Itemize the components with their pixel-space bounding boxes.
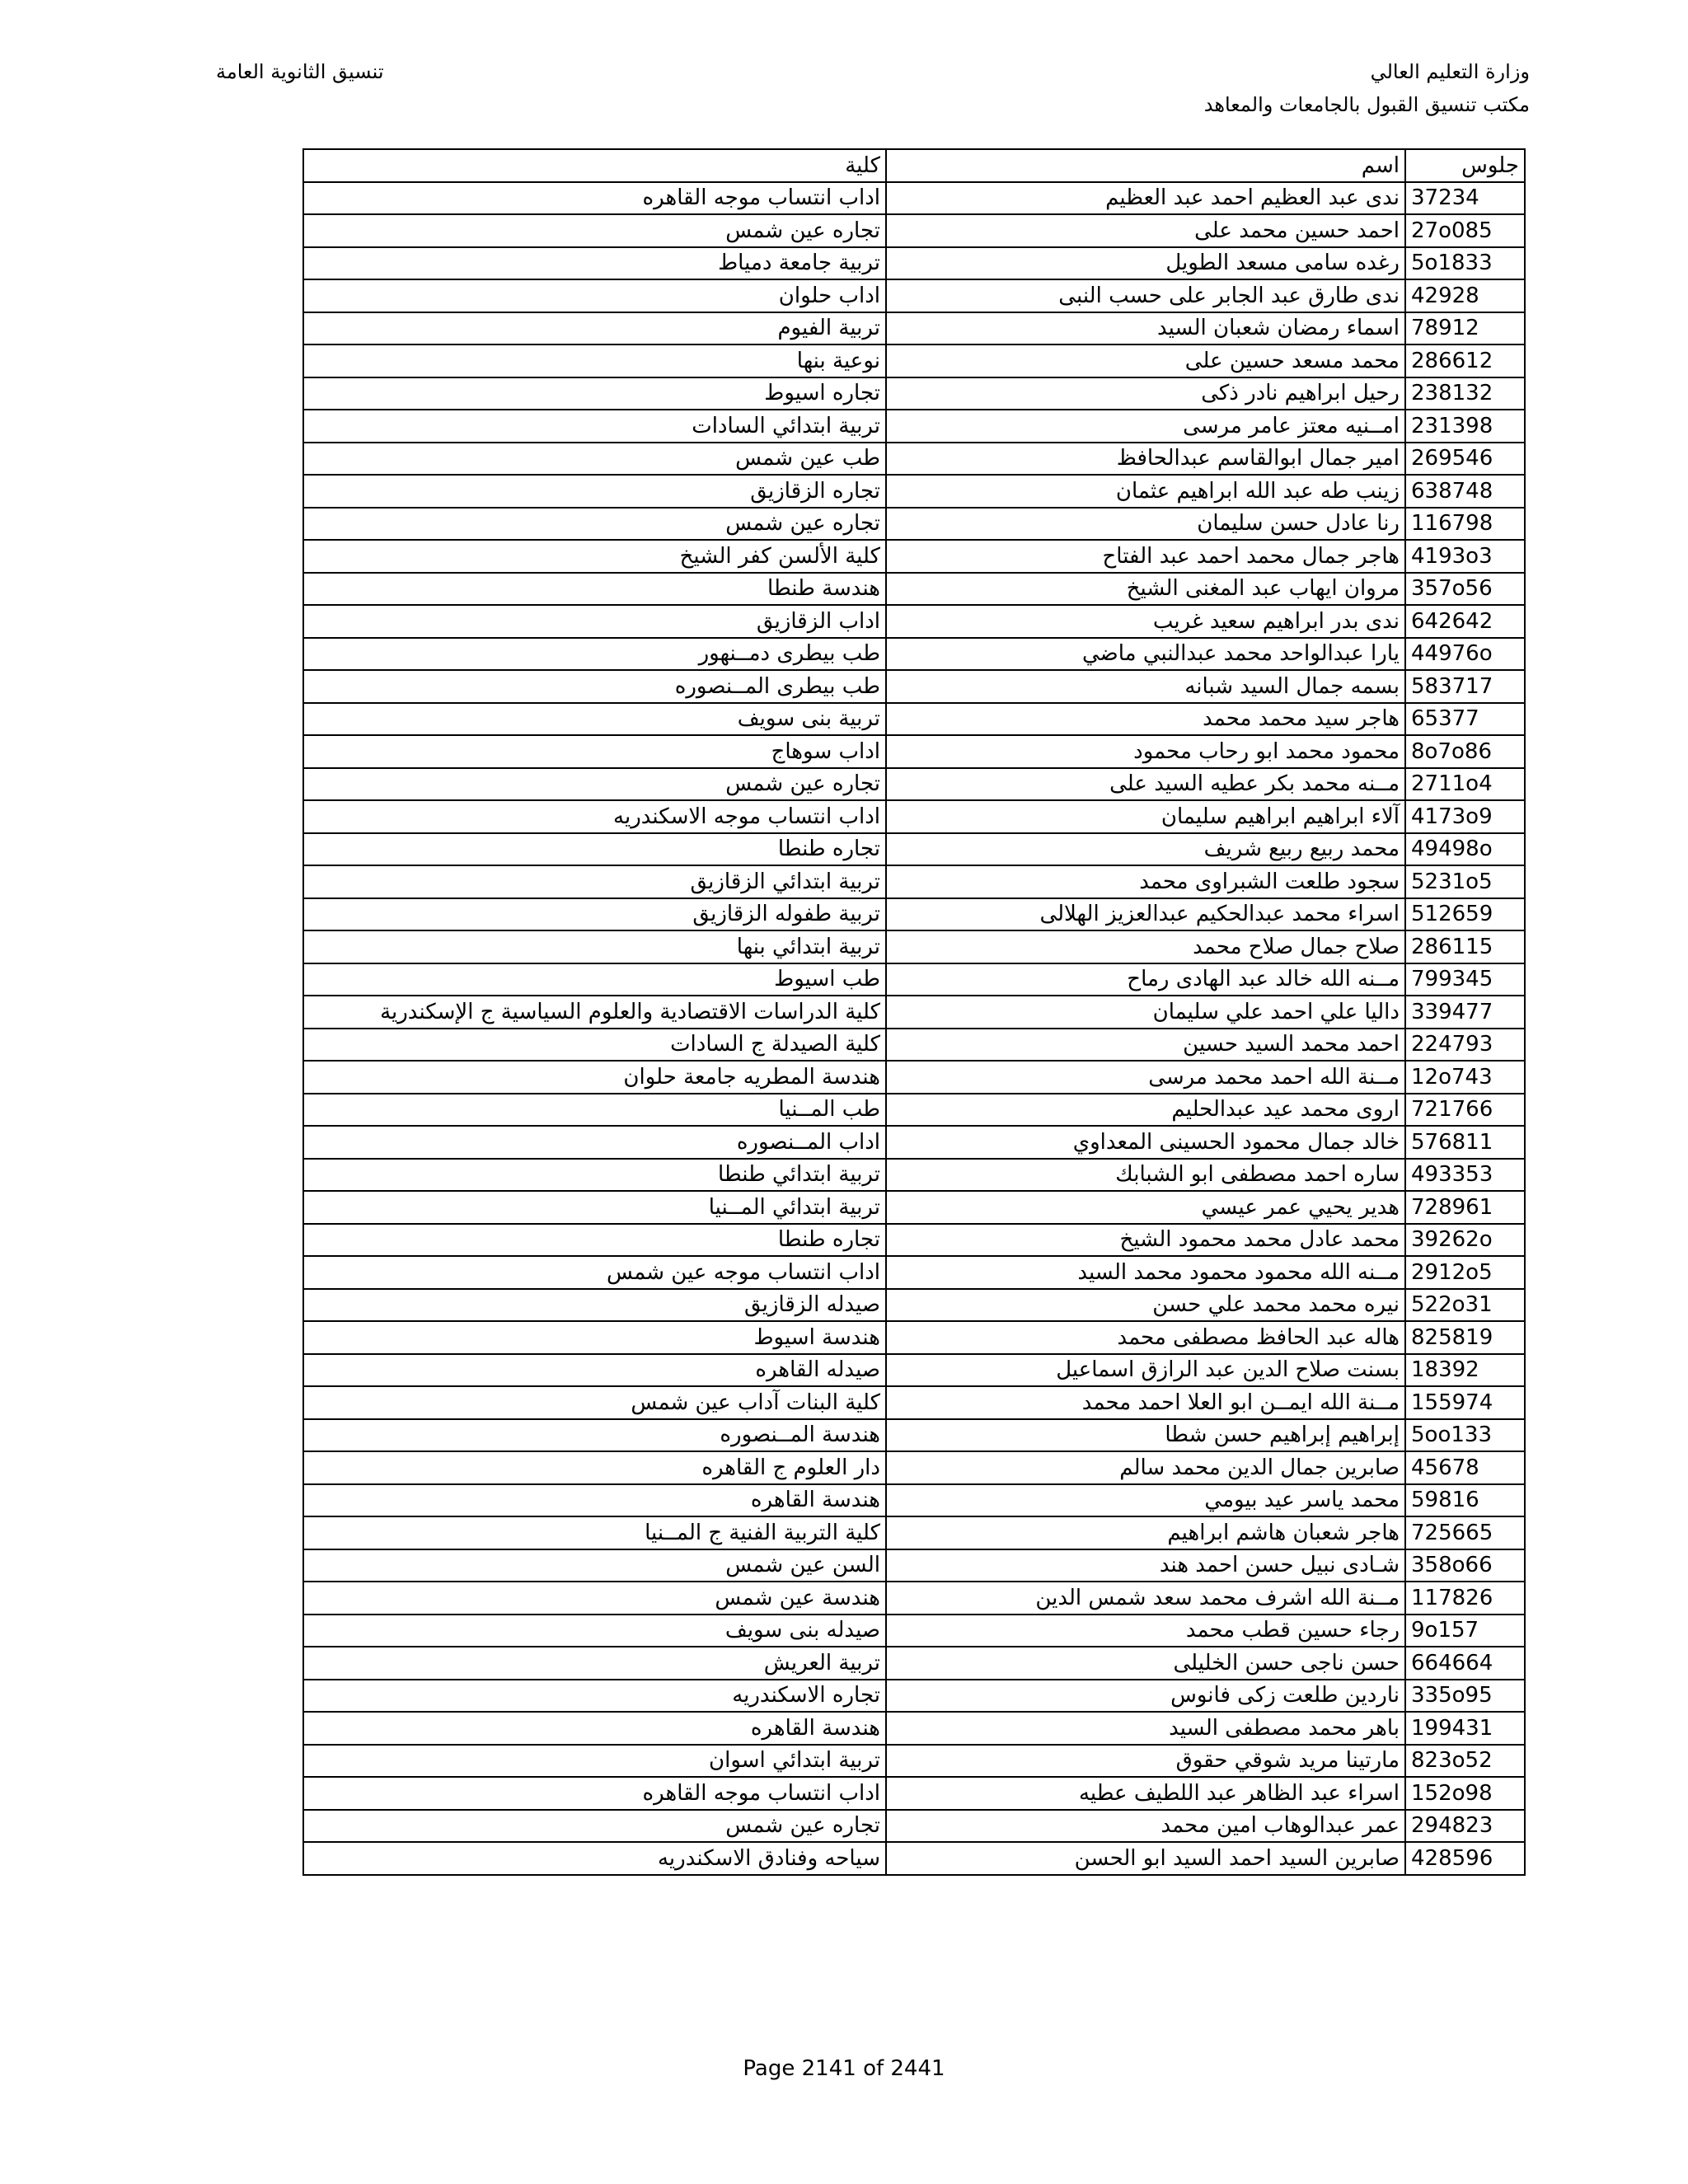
cell-name: امير جمال ابوالقاسم عبدالحافظ xyxy=(886,443,1405,476)
table-row xyxy=(303,670,1525,703)
cell-seat: 721766 xyxy=(1405,1094,1525,1127)
table-row xyxy=(303,1094,1525,1127)
cell-seat: 339477 xyxy=(1405,996,1525,1029)
table-row xyxy=(303,1451,1525,1484)
cell-college: هندسة القاهره xyxy=(303,1712,886,1745)
cell-name: مــنة الله ايمــن ابو العلا احمد محمد xyxy=(886,1386,1405,1419)
document-title: تنسيق الثانوية العامة xyxy=(216,60,384,83)
column-header-name: اسم xyxy=(886,149,1405,182)
cell-name: احمد حسين محمد على xyxy=(886,214,1405,247)
cell-college: صيدله بنى سويف xyxy=(303,1615,886,1647)
table-row xyxy=(303,1159,1525,1192)
cell-name: محمد ربيع ربيع شريف xyxy=(886,833,1405,866)
cell-name: رجاء حسين قطب محمد xyxy=(886,1615,1405,1647)
cell-name: مــنه الله محمود محمود محمد السيد xyxy=(886,1256,1405,1289)
cell-college: تربية بنى سويف xyxy=(303,703,886,736)
cell-seat: 9o157 xyxy=(1405,1615,1525,1647)
cell-college: تجاره عين شمس xyxy=(303,508,886,541)
cell-name: اسراء عبد الظاهر عبد اللطيف عطيه xyxy=(886,1777,1405,1810)
cell-seat: 725665 xyxy=(1405,1516,1525,1549)
cell-seat: 4173o9 xyxy=(1405,800,1525,833)
cell-name: حسن ناجى حسن الخليلى xyxy=(886,1647,1405,1680)
table-row xyxy=(303,1321,1525,1354)
cell-name: آلاء ابراهيم ابراهيم سليمان xyxy=(886,800,1405,833)
cell-name: رحيل ابراهيم نادر ذكى xyxy=(886,377,1405,410)
cell-college: طب بيطرى المــنصوره xyxy=(303,670,886,703)
cell-seat: 823o52 xyxy=(1405,1745,1525,1778)
cell-name: ندى طارق عبد الجابر على حسب النبى xyxy=(886,279,1405,312)
cell-name: رغده سامى مسعد الطويل xyxy=(886,247,1405,280)
cell-name: اسراء محمد عبدالحكيم عبدالعزيز الهلالى xyxy=(886,898,1405,931)
cell-college: اداب المــنصوره xyxy=(303,1126,886,1159)
table-row xyxy=(303,312,1525,345)
cell-college: تجاره عين شمس xyxy=(303,1810,886,1843)
cell-college: تجاره عين شمس xyxy=(303,768,886,801)
cell-name: مارتينا مريد شوقي حقوق xyxy=(886,1745,1405,1778)
cell-name: بسنت صلاح الدين عبد الرازق اسماعيل xyxy=(886,1354,1405,1387)
cell-seat: 18392 xyxy=(1405,1354,1525,1387)
cell-seat: 799345 xyxy=(1405,963,1525,996)
cell-name: يارا عبدالواحد محمد عبدالنبي ماضي xyxy=(886,638,1405,671)
cell-seat: 335o95 xyxy=(1405,1680,1525,1713)
table-row xyxy=(303,540,1525,573)
table-row xyxy=(303,1191,1525,1224)
table-row xyxy=(303,638,1525,671)
cell-college: تربية العريش xyxy=(303,1647,886,1680)
cell-seat: 238132 xyxy=(1405,377,1525,410)
table-row xyxy=(303,279,1525,312)
table-row xyxy=(303,1582,1525,1615)
table-row xyxy=(303,1680,1525,1713)
cell-college: طب بيطرى دمــنهور xyxy=(303,638,886,671)
cell-name: داليا علي احمد علي سليمان xyxy=(886,996,1405,1029)
cell-college: السن عين شمس xyxy=(303,1549,886,1582)
table-row xyxy=(303,1745,1525,1778)
table-row xyxy=(303,930,1525,963)
cell-college: تجاره اسيوط xyxy=(303,377,886,410)
table-row xyxy=(303,1516,1525,1549)
cell-name: عمر عبدالوهاب امين محمد xyxy=(886,1810,1405,1843)
cell-college: تربية طفوله الزقازيق xyxy=(303,898,886,931)
cell-seat: 27o085 xyxy=(1405,214,1525,247)
cell-name: احمد محمد السيد حسين xyxy=(886,1029,1405,1062)
cell-seat: 116798 xyxy=(1405,508,1525,541)
cell-seat: 358o66 xyxy=(1405,1549,1525,1582)
table-row xyxy=(303,247,1525,280)
table-row xyxy=(303,475,1525,508)
cell-seat: 49498o xyxy=(1405,833,1525,866)
table-row xyxy=(303,996,1525,1029)
table-row xyxy=(303,344,1525,377)
cell-college: صيدله الزقازيق xyxy=(303,1289,886,1322)
cell-name: محمد ياسر عيد بيومي xyxy=(886,1484,1405,1517)
cell-college: هندسة المــنصوره xyxy=(303,1419,886,1452)
cell-seat: 642642 xyxy=(1405,605,1525,638)
cell-name: مــنه محمد بكر عطيه السيد على xyxy=(886,768,1405,801)
table-row xyxy=(303,1354,1525,1387)
cell-name: مروان ايهاب عبد المغنى الشيخ xyxy=(886,573,1405,606)
cell-college: اداب انتساب موجه عين شمس xyxy=(303,1256,886,1289)
table-row xyxy=(303,963,1525,996)
cell-seat: 357o56 xyxy=(1405,573,1525,606)
cell-college: تربية ابتدائي بنها xyxy=(303,930,886,963)
cell-seat: 522o31 xyxy=(1405,1289,1525,1322)
table-row xyxy=(303,1029,1525,1062)
cell-name: امــنيه معتز عامر مرسى xyxy=(886,410,1405,443)
table-row xyxy=(303,1549,1525,1582)
cell-college: كلية الألسن كفر الشيخ xyxy=(303,540,886,573)
cell-seat: 286115 xyxy=(1405,930,1525,963)
cell-college: تربية ابتدائي السادات xyxy=(303,410,886,443)
table-row xyxy=(303,1777,1525,1810)
results-table xyxy=(302,148,1526,1876)
cell-seat: 493353 xyxy=(1405,1159,1525,1192)
cell-name: هاجر جمال محمد احمد عبد الفتاح xyxy=(886,540,1405,573)
cell-seat: 8o7o86 xyxy=(1405,735,1525,768)
cell-seat: 576811 xyxy=(1405,1126,1525,1159)
cell-name: محمد عادل محمد محمود الشيخ xyxy=(886,1224,1405,1257)
table-row xyxy=(303,410,1525,443)
office-title: مكتب تنسيق القبول بالجامعات والمعاهد xyxy=(1203,93,1530,116)
table-row xyxy=(303,508,1525,541)
table-row xyxy=(303,898,1525,931)
cell-seat: 65377 xyxy=(1405,703,1525,736)
cell-college: هندسة اسيوط xyxy=(303,1321,886,1354)
table-row xyxy=(303,1256,1525,1289)
table-row xyxy=(303,1126,1525,1159)
cell-name: سجود طلعت الشبراوى محمد xyxy=(886,865,1405,898)
table-row xyxy=(303,214,1525,247)
cell-seat: 512659 xyxy=(1405,898,1525,931)
cell-college: طب اسيوط xyxy=(303,963,886,996)
cell-college: كلية البنات آداب عين شمس xyxy=(303,1386,886,1419)
table-row xyxy=(303,1484,1525,1517)
table-row xyxy=(303,735,1525,768)
cell-college: تربية جامعة دمياط xyxy=(303,247,886,280)
cell-name: ندى عبد العظيم احمد عبد العظيم xyxy=(886,182,1405,215)
cell-seat: 286612 xyxy=(1405,344,1525,377)
cell-name: مــنه الله خالد عبد الهادى رماح xyxy=(886,963,1405,996)
cell-name: هدير يحيي عمر عيسي xyxy=(886,1191,1405,1224)
cell-college: هندسة المطريه جامعة حلوان xyxy=(303,1061,886,1094)
cell-college: تجاره عين شمس xyxy=(303,214,886,247)
cell-college: تجاره طنطا xyxy=(303,1224,886,1257)
cell-college: تربية ابتدائي المــنيا xyxy=(303,1191,886,1224)
cell-seat: 155974 xyxy=(1405,1386,1525,1419)
cell-seat: 4193o3 xyxy=(1405,540,1525,573)
table-row xyxy=(303,768,1525,801)
cell-seat: 42928 xyxy=(1405,279,1525,312)
page-number: Page 2141 of 2441 xyxy=(743,2056,945,2081)
cell-seat: 5o1833 xyxy=(1405,247,1525,280)
cell-seat: 825819 xyxy=(1405,1321,1525,1354)
cell-name: رنا عادل حسن سليمان xyxy=(886,508,1405,541)
cell-college: تربية ابتدائي طنطا xyxy=(303,1159,886,1192)
table-row xyxy=(303,1810,1525,1843)
cell-college: تجاره الزقازيق xyxy=(303,475,886,508)
cell-seat: 428596 xyxy=(1405,1842,1525,1875)
cell-name: إبراهيم إبراهيم حسن شطا xyxy=(886,1419,1405,1452)
ministry-title: وزارة التعليم العالي xyxy=(1370,60,1530,83)
cell-college: تجاره طنطا xyxy=(303,833,886,866)
cell-name: مــنة الله اشرف محمد سعد شمس الدين xyxy=(886,1582,1405,1615)
cell-college: هندسة عين شمس xyxy=(303,1582,886,1615)
cell-college: تربية ابتدائي اسوان xyxy=(303,1745,886,1778)
cell-name: هاجر سيد محمد محمد xyxy=(886,703,1405,736)
cell-college: اداب حلوان xyxy=(303,279,886,312)
cell-college: هندسة طنطا xyxy=(303,573,886,606)
cell-seat: 12o743 xyxy=(1405,1061,1525,1094)
table-row xyxy=(303,800,1525,833)
table-row xyxy=(303,833,1525,866)
cell-seat: 39262o xyxy=(1405,1224,1525,1257)
table-row xyxy=(303,1224,1525,1257)
table-row xyxy=(303,1386,1525,1419)
cell-seat: 583717 xyxy=(1405,670,1525,703)
table-header-row xyxy=(303,149,1525,182)
cell-college: دار العلوم ج القاهره xyxy=(303,1451,886,1484)
cell-college: طب عين شمس xyxy=(303,443,886,476)
cell-college: اداب انتساب موجه القاهره xyxy=(303,1777,886,1810)
cell-college: كلية الدراسات الاقتصادية والعلوم السياسية ج الإسكندرية xyxy=(303,996,886,1029)
table-row xyxy=(303,573,1525,606)
cell-seat: 728961 xyxy=(1405,1191,1525,1224)
cell-seat: 269546 xyxy=(1405,443,1525,476)
cell-college: تجاره الاسكندريه xyxy=(303,1680,886,1713)
cell-name: محمود محمد ابو رحاب محمود xyxy=(886,735,1405,768)
cell-seat: 664664 xyxy=(1405,1647,1525,1680)
cell-name: بسمه جمال السيد شبانه xyxy=(886,670,1405,703)
table-row xyxy=(303,865,1525,898)
cell-seat: 2711o4 xyxy=(1405,768,1525,801)
cell-seat: 2912o5 xyxy=(1405,1256,1525,1289)
table-row xyxy=(303,1419,1525,1452)
cell-seat: 44976o xyxy=(1405,638,1525,671)
cell-name: شـادى نبيل حسن احمد هند xyxy=(886,1549,1405,1582)
cell-college: كلية التربية الفنية ج المــنيا xyxy=(303,1516,886,1549)
cell-college: تربية ابتدائي الزقازيق xyxy=(303,865,886,898)
cell-name: باهر محمد مصطفى السيد xyxy=(886,1712,1405,1745)
cell-seat: 294823 xyxy=(1405,1810,1525,1843)
table-row xyxy=(303,703,1525,736)
cell-name: هاله عبد الحافظ مصطفى محمد xyxy=(886,1321,1405,1354)
cell-college: تربية الفيوم xyxy=(303,312,886,345)
table-row xyxy=(303,1647,1525,1680)
cell-college: اداب انتساب موجه الاسكندريه xyxy=(303,800,886,833)
cell-name: هاجر شعبان هاشم ابراهيم xyxy=(886,1516,1405,1549)
table-row xyxy=(303,1842,1525,1875)
cell-name: ساره احمد مصطفى ابو الشبابك xyxy=(886,1159,1405,1192)
cell-college: صيدله القاهره xyxy=(303,1354,886,1387)
table-row xyxy=(303,1289,1525,1322)
cell-college: طب المــنيا xyxy=(303,1094,886,1127)
cell-name: صلاح جمال صلاح محمد xyxy=(886,930,1405,963)
cell-name: اروى محمد عيد عبدالحليم xyxy=(886,1094,1405,1127)
cell-seat: 59816 xyxy=(1405,1484,1525,1517)
table-row xyxy=(303,377,1525,410)
cell-seat: 5231o5 xyxy=(1405,865,1525,898)
cell-seat: 5oo133 xyxy=(1405,1419,1525,1452)
cell-seat: 231398 xyxy=(1405,410,1525,443)
column-header-college: كلية xyxy=(303,149,886,182)
cell-seat: 45678 xyxy=(1405,1451,1525,1484)
table-row xyxy=(303,182,1525,215)
cell-name: صابرين جمال الدين محمد سالم xyxy=(886,1451,1405,1484)
cell-name: محمد مسعد حسين على xyxy=(886,344,1405,377)
table-row xyxy=(303,443,1525,476)
cell-seat: 224793 xyxy=(1405,1029,1525,1062)
cell-seat: 117826 xyxy=(1405,1582,1525,1615)
table-row xyxy=(303,1615,1525,1647)
cell-name: مــنة الله احمد محمد مرسى xyxy=(886,1061,1405,1094)
cell-name: ناردين طلعت زكى فانوس xyxy=(886,1680,1405,1713)
table-row xyxy=(303,1061,1525,1094)
cell-name: خالد جمال محمود الحسينى المعداوي xyxy=(886,1126,1405,1159)
cell-college: نوعية بنها xyxy=(303,344,886,377)
cell-name: اسماء رمضان شعبان السيد xyxy=(886,312,1405,345)
table-row xyxy=(303,605,1525,638)
cell-seat: 638748 xyxy=(1405,475,1525,508)
cell-name: صابرين السيد احمد السيد ابو الحسن xyxy=(886,1842,1405,1875)
cell-seat: 152o98 xyxy=(1405,1777,1525,1810)
cell-college: كلية الصيدلة ج السادات xyxy=(303,1029,886,1062)
cell-college: هندسة القاهره xyxy=(303,1484,886,1517)
cell-seat: 37234 xyxy=(1405,182,1525,215)
cell-college: اداب سوهاج xyxy=(303,735,886,768)
cell-name: نيره محمد محمد علي حسن xyxy=(886,1289,1405,1322)
table-body xyxy=(303,182,1525,1875)
cell-college: سياحه وفنادق الاسكندريه xyxy=(303,1842,886,1875)
cell-seat: 199431 xyxy=(1405,1712,1525,1745)
table-row xyxy=(303,1712,1525,1745)
cell-name: زينب طه عبد الله ابراهيم عثمان xyxy=(886,475,1405,508)
cell-name: ندى بدر ابراهيم سعيد غريب xyxy=(886,605,1405,638)
cell-seat: 78912 xyxy=(1405,312,1525,345)
column-header-seat: جلوس xyxy=(1405,149,1525,182)
cell-college: اداب انتساب موجه القاهره xyxy=(303,182,886,215)
cell-college: اداب الزقازيق xyxy=(303,605,886,638)
